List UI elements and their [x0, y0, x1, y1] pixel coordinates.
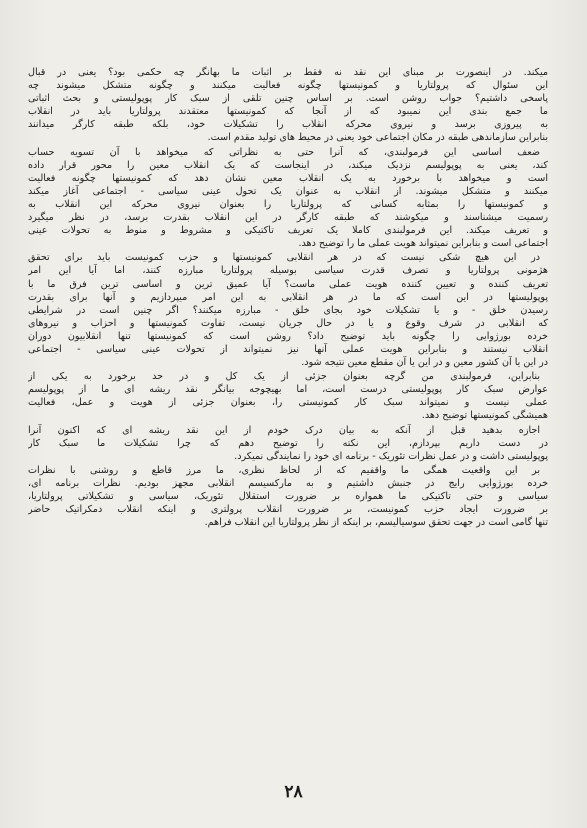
body-text — [28, 66, 548, 529]
text-line: بر این واقعیت همگی ما واقفیم که از لحاظ نظری، ما مرز قاطع و روشنی با نظرات — [28, 464, 540, 476]
text-line: در این یا آن کشور معین و در این یا آن مقطع معین نتیجه شود. — [301, 357, 548, 369]
text-line: کند، یعنی به پوپولیسم نزدیک میکند، در اینجاست که یک انقلاب معین را محور قرار داده — [28, 159, 548, 171]
text-line: سیاسی و حتی تاکتیکی ما همواره بر ضرورت استقلال تئوریک، سیاسی و تشکیلاتی پرولتاریا، — [28, 491, 548, 502]
text-line: اجازه بدهید قبل از آنکه به بیان درک خودم از این نقد ریشه ای که اکنون آنرا — [28, 424, 540, 436]
text-line: خرده بورژوایی را چگونه باید توضیح داد؟ روشن است که کمونیستها تنها انقلابیون دوران — [28, 330, 548, 342]
paragraph — [28, 370, 548, 422]
text-line: میکنند و متشکل میشوند. از انقلاب به عنوان یک تحول عینی سیاسی - اجتماعی آغاز میکند — [28, 185, 548, 197]
text-line: بنابراین سازماندهی طبقه در مکان اجتماعی خود یعنی در محیط های تولید مقدم است. — [207, 132, 548, 144]
page-number: ۲۸ — [284, 782, 303, 802]
paragraph — [28, 66, 548, 145]
text-line: عوارض سبک کار پوپولیستی درست است، اما بهیچوجه بیانگر نقد ریشه ای ما از پوپولیسم — [28, 384, 548, 396]
text-line: در این هیچ شکی نیست که در هر انقلابی کمونیستها و حزب کمونیست باید برای تحقق — [28, 252, 540, 264]
text-line: هژمونی پرولتاریا و تصرف قدرت سیاسی بوسیله پرولتاریا مبارزه کنند، اما آیا این امر — [28, 265, 548, 277]
text-line: ما جمع بندی این نمیبود که از آنجا که کمونیستها معتقدند پرولتاریا باید در انقلاب — [28, 106, 548, 118]
text-line: به پیروزی برسد و نیروی محرکه انقلاب را تشکیلات خود، بلکه طبقه کارگر میدانند — [28, 119, 548, 131]
text-line: بنابراین، فرمولبندی من گرچه بعنوان جزئی از یک کل و در حد برخورد به یکی از — [28, 371, 540, 383]
paragraph — [28, 464, 548, 529]
text-line: اجتماعی است و بنابراین نمیتواند هویت عملی ما را توضیح دهد. — [298, 238, 548, 250]
text-line: ضعف اساسی این فرمولبندی، که آنرا حتی به نظراتی که میخواهد با آن تسویه حساب — [28, 146, 540, 158]
text-line: پوپولیستی داشت و در عمل نظرات تئوریک - برنامه ای خود را نمایندگی نمیکرد. — [234, 450, 548, 462]
text-line: بر ضرورت ایجاد حزب کمونیست، بر ضرورت انقلاب پرولتری و اینکه انقلاب دمکراتیک حاضر — [28, 504, 548, 516]
text-line: است و میخواهد با برخورد به یک انقلاب معین نشان دهد که کمونیستها چگونه فعالیت — [28, 172, 548, 184]
paragraph — [28, 146, 548, 251]
text-line: پاسخی داشتیم؟ جواب روشن است. بر اساس چنین تلقی از سبک کار پوپولیستی و بحث اثباتی — [28, 93, 548, 105]
text-line: همیشگی کمونیستها توضیح دهد. — [421, 410, 548, 422]
text-line: رسمیت میشناسند و میکوشند که طبقه کارگر در این انقلاب بقدرت برسد، در نظر میگیرد — [28, 212, 548, 224]
text-line: و کمونیستها را بمثابه کسانی که پرولتاریا را بعنوان نیروی محرکه این انقلاب به — [28, 198, 548, 210]
text-line: تعریف کننده و تعیین کننده هویت عملی ماست؟ آیا عمیق ترین و اساسی ترین فرق ما با — [28, 278, 548, 290]
text-line: و تعریف میکند. این فرمولبندی کاملا یک تعریف تاکتیکی و مشروط و منوط به تحولات عینی — [28, 225, 548, 237]
paragraph — [28, 251, 548, 369]
text-line: که انقلابی در شرف وقوع و یا در حال جریان نیست، تفاوت کمونیستها و احزاب و نیروهای — [28, 317, 548, 329]
text-line: این سئوال که پرولتاریا و کمونیستها چگونه فعالیت میکنند و چگونه متشکل میشوند چه — [28, 80, 548, 92]
text-line: در دست داریم بپردازم، این نکته را توضیح دهم که چرا تشکیلات ما سبک کار — [28, 437, 548, 449]
text-line: پوپولیستها در این است که ما در هر انقلابی به این امر میپردازیم و آنها برای بقدرت — [28, 291, 548, 303]
text-line: عملی نیست و نمیتواند سبک کار کمونیستی را، بعنوان جزئی از هویت و عمل، فعالیت — [28, 397, 548, 409]
paragraph — [28, 424, 548, 463]
text-line: خرده بورژوایی رایج در جنبش داشتیم و به مارکسیسم انقلابی مجهز بودیم. نظرات برنامه ای، — [28, 477, 548, 489]
text-line: انقلاب نیستند و بنابراین هویت عملی آنها نیز نمیتواند از تحولات عینی سیاسی - اجتماعی — [28, 343, 548, 355]
text-line: میکند. در اینصورت بر مبنای این نقد نه فقط بر اثبات ما بهانگر چه حکمی بود؟ یعنی در قبال — [28, 67, 548, 78]
text-line: رسیدن خلق - و یا تشکیلات خود بجای خلق - مبارزه میکنند؟ اگر چنین است در شرایطی — [28, 304, 548, 316]
text-line: تنها گامی است در جهت تحقق سوسیالیسم، بر اینکه از نظر پرولتاریا این انقلاب فراهم. — [204, 517, 548, 529]
